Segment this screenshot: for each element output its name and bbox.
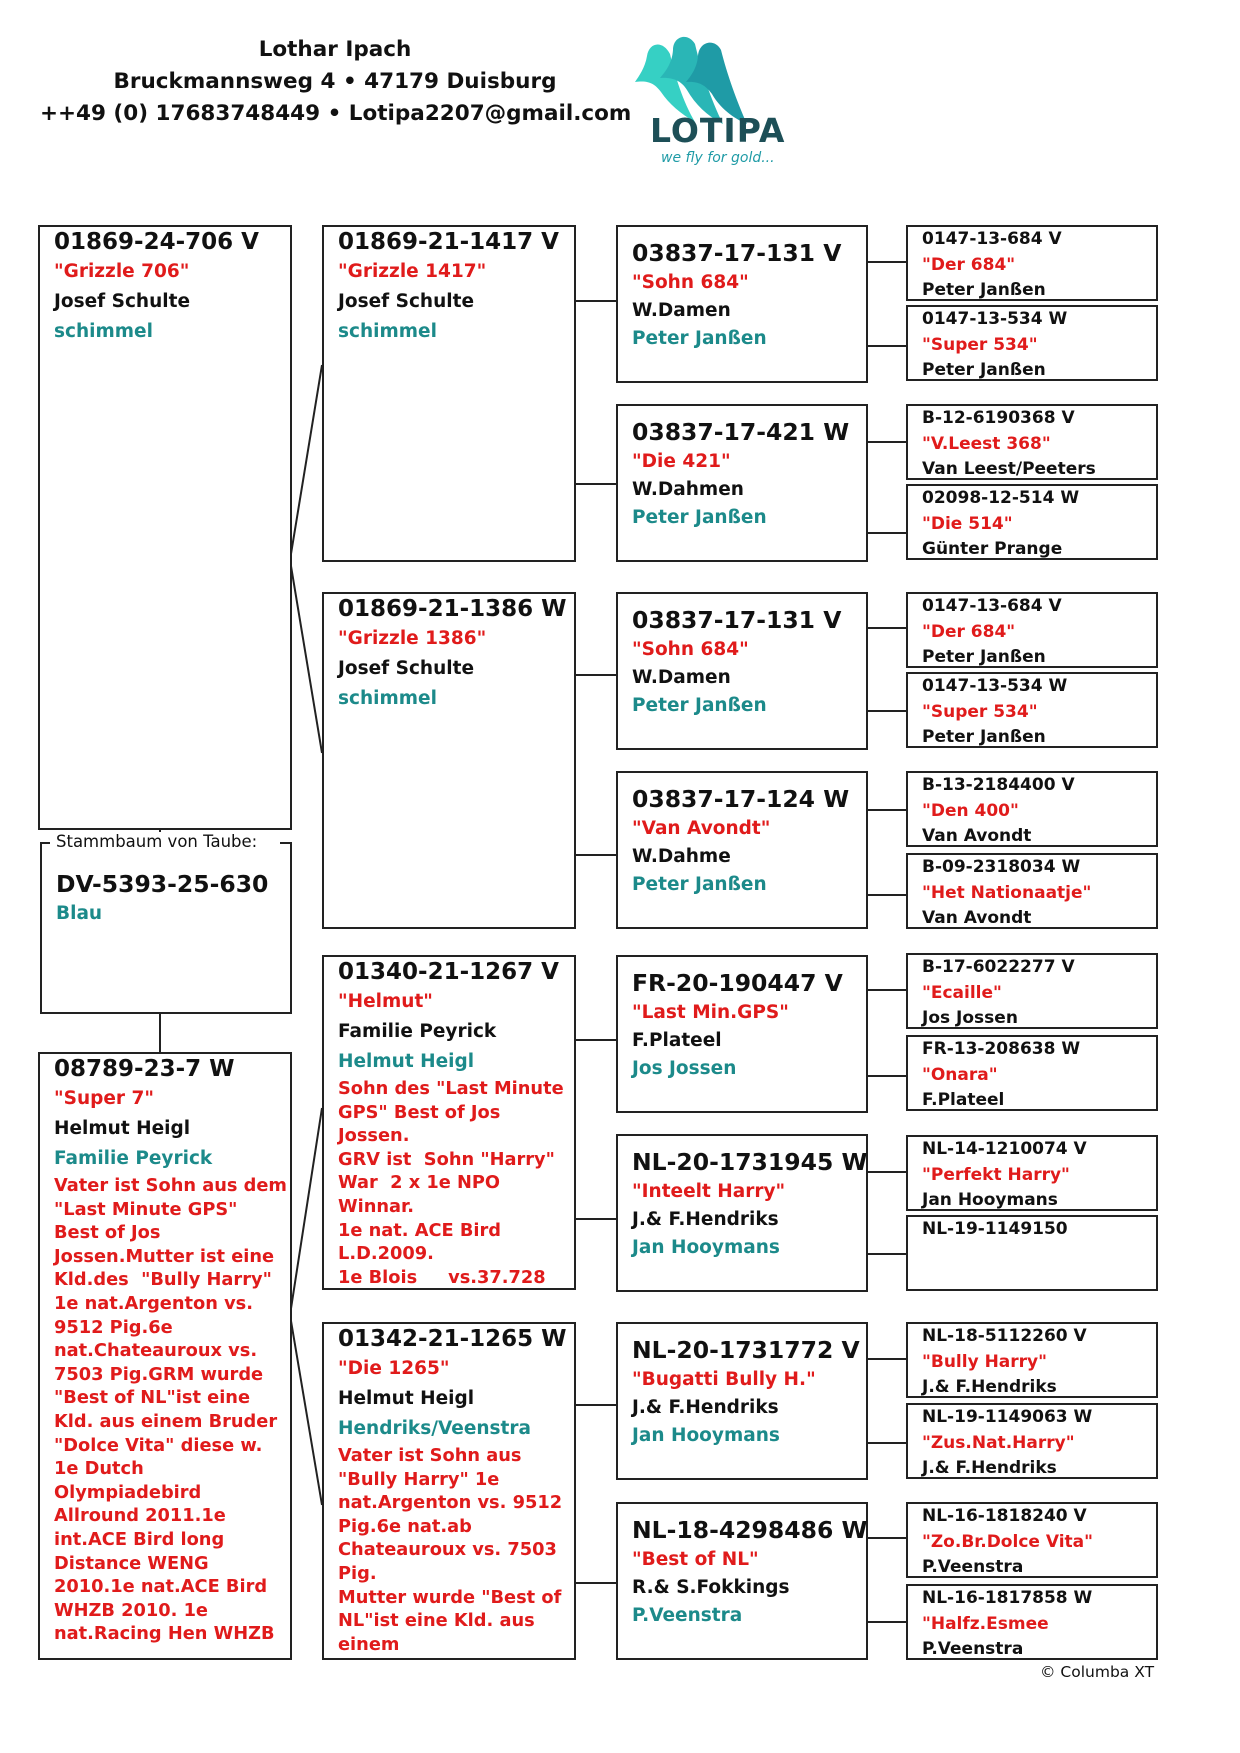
pigeon-color: Peter Janßen bbox=[632, 695, 767, 716]
pigeon-ring: 01340-21-1267 V bbox=[338, 959, 559, 985]
ancestor-card-gen4 bbox=[906, 1322, 1158, 1398]
pigeon-name: "Sohn 684" bbox=[632, 639, 749, 660]
pigeon-ring: B-09-2318034 W bbox=[922, 857, 1081, 877]
pigeon-name: "Perfekt Harry" bbox=[922, 1164, 1070, 1185]
pigeon-name: "Super 534" bbox=[922, 334, 1038, 355]
pigeon-breeder: J.& F.Hendriks bbox=[632, 1397, 779, 1418]
pigeon-ring: 0147-13-534 W bbox=[922, 676, 1068, 696]
ancestor-card-gen4 bbox=[906, 672, 1158, 748]
pigeon-breeder: J.& F.Hendriks bbox=[922, 1458, 1057, 1478]
pigeon-breeder: Josef Schulte bbox=[338, 291, 475, 312]
pigeon-name: "Grizzle 1417" bbox=[338, 261, 487, 282]
pigeon-color: P.Veenstra bbox=[632, 1605, 743, 1626]
pigeon-name: "Ecaille" bbox=[922, 982, 1002, 1003]
ancestor-card-gen4 bbox=[906, 305, 1158, 381]
pigeon-breeder: Peter Janßen bbox=[922, 360, 1046, 380]
pigeon-color: Peter Janßen bbox=[632, 874, 767, 895]
pigeon-name: "Helmut" bbox=[338, 991, 433, 1012]
pigeon-notes: Vater ist Sohn aus "Bully Harry" 1e nat.Argenton vs. 9512 Pig.6e nat.ab Chateauroux vs. 7503 Pig. Mutter wurde "Best of NL"ist eine Kld. aus einem bbox=[338, 1445, 563, 1655]
pigeon-color: Hendriks/Veenstra bbox=[338, 1418, 532, 1439]
pigeon-breeder: F.Plateel bbox=[922, 1090, 1005, 1110]
pigeon-ring: B-17-6022277 V bbox=[922, 957, 1075, 977]
connector-dam-gen2c bbox=[290, 1108, 322, 1315]
pigeon-name: "V.Leest 368" bbox=[922, 433, 1051, 454]
pigeon-ring: B-13-2184400 V bbox=[922, 775, 1075, 795]
pigeon-color: schimmel bbox=[338, 321, 437, 342]
owner-contact: ++49 (0) 17683748449 • Lotipa2207@gmail.com bbox=[40, 101, 632, 126]
pigeon-name: "Die 421" bbox=[632, 451, 731, 472]
pigeon-ring: FR-13-208638 W bbox=[922, 1039, 1081, 1059]
pigeon-breeder: P.Veenstra bbox=[922, 1557, 1024, 1577]
pigeon-breeder: Helmut Heigl bbox=[338, 1388, 475, 1409]
pigeon-ring: 03837-17-131 V bbox=[632, 239, 842, 267]
pigeon-ring: 0147-13-534 W bbox=[922, 309, 1068, 329]
ancestor-card-gen3 bbox=[616, 404, 868, 562]
dam-ring: 08789-23-7 W bbox=[54, 1056, 235, 1082]
ancestor-card-gen4 bbox=[906, 1215, 1158, 1291]
logo-text: LOTIPA bbox=[650, 111, 786, 150]
ancestor-card-gen4 bbox=[906, 853, 1158, 929]
granddam-card bbox=[322, 1322, 576, 1660]
pigeon-name: "Der 684" bbox=[922, 254, 1016, 275]
ancestor-card-gen4 bbox=[906, 1584, 1158, 1660]
subject-label: Stammbaum von Taube: bbox=[52, 832, 261, 851]
pigeon-name: "Den 400" bbox=[922, 800, 1019, 821]
pigeon-ring: 03837-17-421 W bbox=[632, 418, 850, 446]
pigeon-ring: NL-16-1817858 W bbox=[922, 1588, 1093, 1608]
pigeon-ring: FR-20-190447 V bbox=[632, 969, 843, 997]
subject-card bbox=[40, 842, 292, 1014]
pigeon-name: "Het Nationaatje" bbox=[922, 882, 1092, 903]
pigeon-name: "Zo.Br.Dolce Vita" bbox=[922, 1531, 1093, 1552]
grandsire-card bbox=[322, 955, 576, 1290]
pigeon-name: "Super 534" bbox=[922, 701, 1038, 722]
ancestor-card-gen4 bbox=[906, 1135, 1158, 1211]
pigeon-ring: 03837-17-124 W bbox=[632, 785, 850, 813]
dam-breeder: Helmut Heigl bbox=[54, 1118, 191, 1139]
pigeon-ring: 01342-21-1265 W bbox=[338, 1326, 567, 1352]
pigeon-color: Peter Janßen bbox=[632, 507, 767, 528]
pigeon-breeder: Günter Prange bbox=[922, 539, 1063, 559]
pigeon-name: "Last Min.GPS" bbox=[632, 1002, 789, 1023]
pigeon-breeder: J.& F.Hendriks bbox=[632, 1209, 779, 1230]
connector-sire-gen2b bbox=[290, 560, 322, 753]
ancestor-card-gen4 bbox=[906, 484, 1158, 560]
pigeon-breeder: W.Damen bbox=[632, 667, 731, 688]
ancestor-card-gen3 bbox=[616, 1502, 868, 1660]
owner-name: Lothar Ipach bbox=[258, 37, 412, 62]
pigeon-breeder: W.Dahme bbox=[632, 846, 731, 867]
pigeon-name: "Der 684" bbox=[922, 621, 1016, 642]
pigeon-color: Jos Jossen bbox=[632, 1058, 737, 1079]
connector-dam-gen2d bbox=[290, 1315, 322, 1505]
pigeon-breeder: Peter Janßen bbox=[922, 727, 1046, 747]
pigeon-breeder: P.Veenstra bbox=[922, 1639, 1024, 1659]
pigeon-ring: NL-16-1818240 V bbox=[922, 1506, 1087, 1526]
dam-card bbox=[38, 1052, 292, 1660]
pigeon-name: "Die 514" bbox=[922, 513, 1013, 534]
pigeon-breeder: Josef Schulte bbox=[338, 658, 475, 679]
pigeon-name: "Bully Harry" bbox=[922, 1351, 1047, 1372]
pigeon-ring: 03837-17-131 V bbox=[632, 606, 842, 634]
pigeon-name: "Bugatti Bully H." bbox=[632, 1369, 816, 1390]
pigeon-ring: B-12-6190368 V bbox=[922, 408, 1075, 428]
pigeon-breeder: W.Dahmen bbox=[632, 479, 744, 500]
ancestor-card-gen4 bbox=[906, 1403, 1158, 1479]
sire-color: schimmel bbox=[54, 321, 153, 342]
pigeon-breeder: Van Avondt bbox=[922, 826, 1032, 846]
pigeon-ring: NL-19-1149150 bbox=[922, 1219, 1068, 1239]
subject-color: Blau bbox=[56, 903, 103, 924]
ancestor-card-gen4 bbox=[906, 225, 1158, 301]
pigeon-name: "Van Avondt" bbox=[632, 818, 771, 839]
pigeon-breeder: Van Leest/Peeters bbox=[922, 459, 1096, 479]
ancestor-card-gen3 bbox=[616, 225, 868, 383]
pigeon-ring: NL-14-1210074 V bbox=[922, 1139, 1087, 1159]
subject-ring: DV-5393-25-630 bbox=[56, 870, 269, 898]
pigeon-breeder: Peter Janßen bbox=[922, 280, 1046, 300]
sire-name: "Grizzle 706" bbox=[54, 261, 190, 282]
logo-slogan: we fly for gold... bbox=[661, 150, 775, 166]
dam-name: "Super 7" bbox=[54, 1088, 154, 1109]
pigeon-color: schimmel bbox=[338, 688, 437, 709]
sire-card bbox=[38, 225, 292, 830]
pigeon-breeder: R.& S.Fokkings bbox=[632, 1577, 790, 1598]
ancestor-card-gen3 bbox=[616, 771, 868, 929]
grandsire-card bbox=[322, 225, 576, 562]
ancestor-card-gen4 bbox=[906, 592, 1158, 668]
pigeon-color: Jan Hooymans bbox=[632, 1425, 780, 1446]
pigeon-name: "Grizzle 1386" bbox=[338, 628, 487, 649]
pigeon-color: Helmut Heigl bbox=[338, 1051, 475, 1072]
pigeon-name: "Zus.Nat.Harry" bbox=[922, 1432, 1075, 1453]
pigeon-ring: NL-20-1731772 V bbox=[632, 1336, 860, 1364]
ancestor-card-gen3 bbox=[616, 1134, 868, 1292]
ancestor-card-gen3 bbox=[616, 1322, 868, 1480]
pigeon-name: "Inteelt Harry" bbox=[632, 1181, 786, 1202]
ancestor-card-gen4 bbox=[906, 1035, 1158, 1111]
owner-address: Bruckmannsweg 4 • 47179 Duisburg bbox=[113, 69, 557, 94]
sire-ring: 01869-24-706 V bbox=[54, 229, 259, 255]
pigeon-name: "Best of NL" bbox=[632, 1549, 759, 1570]
dam-notes: Vater ist Sohn aus dem "Last Minute GPS" Best of Jos Jossen.Mutter ist eine Kld.des "Bully Harry" 1e nat.Argenton vs. 9512 Pig.6e nat.Chateauroux vs. 7503 Pig.GRM wurde "Best of NL"ist eine Kld. aus einem Bruder "Dolce Vita" diese w. 1e Dutch Olympiadebird Allround 2011.1e int.ACE Bird long Distance WENG 2010.1e nat.ACE Bird WHZB 2010. 1e nat.Racing Hen WHZB bbox=[54, 1175, 294, 1645]
pigeon-name: "Halfz.Esmee bbox=[922, 1613, 1049, 1634]
pigeon-ring: 02098-12-514 W bbox=[922, 488, 1080, 508]
pigeon-breeder: Familie Peyrick bbox=[338, 1021, 497, 1042]
connector-sire-gen2a bbox=[290, 365, 322, 560]
pigeon-ring: NL-18-5112260 V bbox=[922, 1326, 1087, 1346]
ancestor-card-gen4 bbox=[906, 771, 1158, 847]
granddam-card bbox=[322, 592, 576, 929]
pigeon-ring: 0147-13-684 V bbox=[922, 596, 1062, 616]
pigeon-name: "Die 1265" bbox=[338, 1358, 450, 1379]
pigeon-color: Peter Janßen bbox=[632, 328, 767, 349]
pigeon-breeder: Peter Janßen bbox=[922, 647, 1046, 667]
pigeon-notes: Sohn des "Last Minute GPS" Best of Jos Jossen. GRV ist Sohn "Harry" War 2 x 1e NPO Winnar. 1e nat. ACE Bird L.D.2009. 1e Blois vs.37.728 bbox=[338, 1078, 564, 1288]
pigeon-color: Jan Hooymans bbox=[632, 1237, 780, 1258]
pigeon-breeder: W.Damen bbox=[632, 300, 731, 321]
ancestor-card-gen3 bbox=[616, 955, 868, 1113]
pigeon-ring: 01869-21-1386 W bbox=[338, 596, 567, 622]
pigeon-name: "Sohn 684" bbox=[632, 272, 749, 293]
dam-color: Familie Peyrick bbox=[54, 1148, 213, 1169]
pigeon-ring: 0147-13-684 V bbox=[922, 229, 1062, 249]
ancestor-card-gen4 bbox=[906, 404, 1158, 480]
sire-breeder: Josef Schulte bbox=[54, 291, 191, 312]
pigeon-breeder: Van Avondt bbox=[922, 908, 1032, 928]
pigeon-breeder: Jos Jossen bbox=[922, 1008, 1018, 1028]
ancestor-card-gen4 bbox=[906, 953, 1158, 1029]
pigeon-ring: NL-18-4298486 W bbox=[632, 1516, 868, 1544]
pigeon-breeder: F.Plateel bbox=[632, 1030, 722, 1051]
pigeon-name: "Onara" bbox=[922, 1064, 998, 1085]
ancestor-card-gen3 bbox=[616, 592, 868, 750]
pigeon-ring: NL-19-1149063 W bbox=[922, 1407, 1093, 1427]
pigeon-ring: NL-20-1731945 W bbox=[632, 1148, 868, 1176]
pigeon-breeder: J.& F.Hendriks bbox=[922, 1377, 1057, 1397]
pigeon-ring: 01869-21-1417 V bbox=[338, 229, 559, 255]
ancestor-card-gen4 bbox=[906, 1502, 1158, 1578]
pigeon-breeder: Jan Hooymans bbox=[922, 1190, 1058, 1210]
copyright: © Columba XT bbox=[1040, 1663, 1155, 1681]
